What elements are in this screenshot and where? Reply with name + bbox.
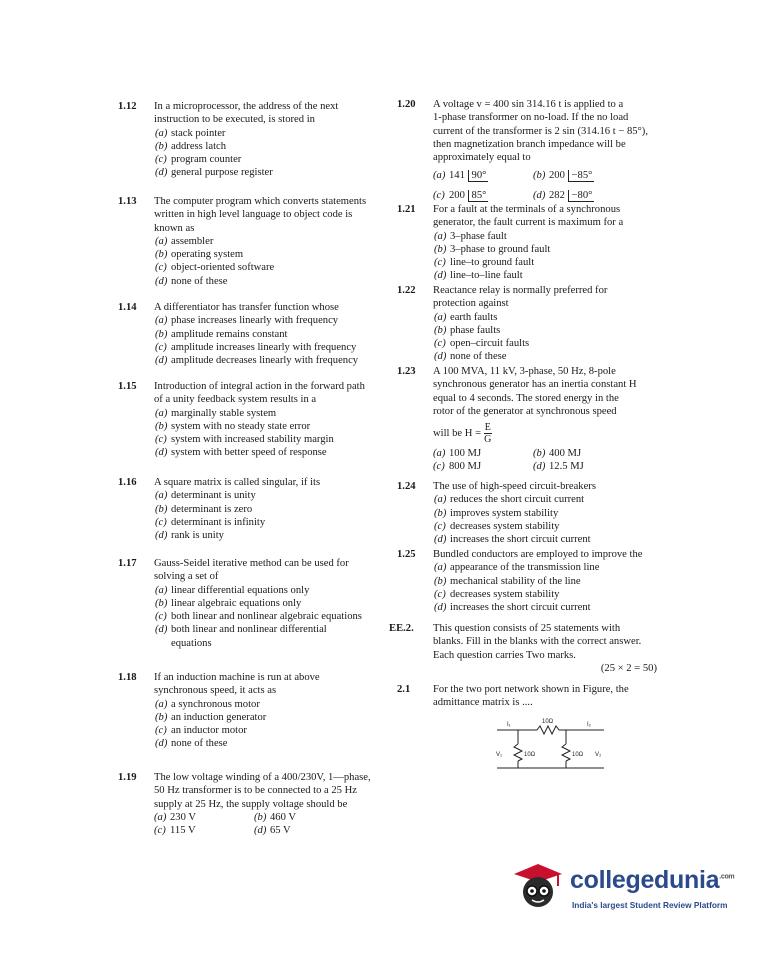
- option-row: [154, 824, 380, 837]
- option-item: (b) operating system: [155, 249, 244, 261]
- question-number: 1.19: [118, 772, 137, 783]
- option-a: (a) 100 MJ: [433, 448, 482, 460]
- voltage-v2-label: V₂: [595, 752, 602, 758]
- question-1-18: [118, 671, 380, 751]
- option-row: [433, 189, 659, 202]
- question-1-23: [397, 365, 659, 474]
- question-1-19: [118, 771, 380, 837]
- question-stem: Reactance relay is normally preferred for protection against: [433, 285, 608, 310]
- two-port-network-diagram: [492, 716, 632, 776]
- fraction: $\frac{E}{G}$: [484, 422, 492, 446]
- current-i1-label: I₁: [507, 722, 511, 728]
- section-number: EE.2.: [389, 623, 414, 634]
- angle-symbol: 85°: [468, 190, 489, 202]
- option-row: [433, 447, 659, 460]
- option-item: (a) determinant is unity: [155, 490, 256, 502]
- option-item: (a) 230 V: [154, 811, 196, 823]
- question-number: 1.17: [118, 558, 137, 569]
- option-item: (a) appearance of the transmission line: [434, 562, 600, 574]
- option-item: (c) decreases system stability: [434, 520, 560, 532]
- option-item: (c) line–to ground fault: [434, 257, 535, 269]
- option-b: (b) 400 MJ: [533, 448, 582, 460]
- angle-symbol: 90°: [468, 170, 489, 182]
- option-row: [433, 460, 659, 473]
- mascot-icon: [512, 860, 564, 912]
- option-item: (b) phase faults: [434, 324, 501, 336]
- question-1-20: [397, 98, 659, 202]
- option-item: (a) stack pointer: [155, 127, 226, 139]
- question-1-24: [397, 480, 659, 546]
- option-item: (a) 3–phase fault: [434, 230, 507, 242]
- option-item: (b) system with no steady state error: [155, 420, 311, 432]
- collegedunia-logo: [512, 860, 742, 920]
- question-stem: A differentiator has transfer function whose: [154, 302, 339, 313]
- option-item: (d) system with better speed of response: [155, 447, 327, 459]
- question-number: 1.15: [118, 381, 137, 392]
- current-i2-label: I₂: [587, 722, 591, 728]
- option-item: (d) increases the short circuit current: [434, 534, 591, 546]
- question-number: 1.23: [397, 366, 416, 377]
- question-number: 1.22: [397, 285, 416, 296]
- question-stem: A voltage v = 400 sin 314.16 t is applied to a 1-phase transformer on no-load. If the no load current of the transformer is 2 sin (314.16 t − 85°), then magnetization branch impedance will be approximately equal to: [433, 99, 648, 164]
- question-number: 1.21: [397, 204, 416, 215]
- brand-tagline: India's largest Student Review Platform: [572, 900, 728, 910]
- marks-label: (25 × 2 = 50): [600, 662, 657, 674]
- series-resistor-label: 10Ω: [542, 719, 554, 725]
- option-d: (d) 12.5 MJ: [533, 461, 584, 473]
- brand-name: collegedunia$^{.com}$: [570, 866, 735, 894]
- option-c: (c) 800 MJ: [433, 461, 482, 473]
- option-item: (c) amplitude increases linearly with frequency: [155, 341, 357, 353]
- option-item: (d) none of these: [155, 738, 228, 750]
- question-1-22: [397, 284, 659, 364]
- option-item: (d) 65 V: [254, 825, 291, 837]
- section-ee2: [389, 622, 659, 675]
- question-2-1: [397, 683, 659, 710]
- question-stem: The use of high-speed circuit-breakers: [433, 481, 596, 492]
- option-b: (b) 200 −85°: [533, 170, 593, 182]
- option-row: [154, 811, 380, 824]
- option-item: (b) amplitude remains constant: [155, 328, 288, 340]
- option-item: (b) determinant is zero: [155, 503, 253, 515]
- question-1-14: [118, 301, 380, 367]
- right-shunt-resistor: [562, 744, 570, 761]
- option-item: (d) general purpose register: [155, 167, 273, 179]
- right-resistor-label: 10Ω: [572, 752, 584, 758]
- question-number: 1.14: [118, 302, 137, 313]
- option-item: (d) none of these: [155, 275, 228, 287]
- question-stem: A 100 MVA, 11 kV, 3-phase, 50 Hz, 8-pole synchronous generator has an inertia constant H equal to 4 seconds. The stored energy in the rotor of the generator at synchronous speed will be H = $\frac{E}{G}$: [433, 365, 659, 445]
- voltage-v1-label: V₁: [496, 752, 503, 758]
- option-c: (c) 200 85°: [433, 189, 487, 201]
- question-1-25: [397, 548, 659, 614]
- option-item: (d) both linear and nonlinear differential: [155, 624, 327, 636]
- option-item: (d) amplitude decreases linearly with frequency: [155, 355, 359, 367]
- option-item: (a) linear differential equations only: [155, 584, 310, 596]
- option-item: (d) line–to–line fault: [434, 270, 523, 282]
- option-item: (a) phase increases linearly with frequency: [155, 315, 339, 327]
- angle-symbol: −80°: [568, 190, 595, 202]
- question-stem: The low voltage winding of a 400/230V, 1—phase, 50 Hz transformer is to be connected to a 25 Hz supply at 25 Hz, the supply voltage should be: [154, 772, 371, 810]
- question-stem: For the two port network shown in Figure, the admittance matrix is ....: [433, 684, 629, 709]
- option-item: (c) object-oriented software: [155, 262, 275, 274]
- option-item: (a) a synchronous motor: [155, 698, 260, 710]
- option-item: (b) improves system stability: [434, 507, 559, 519]
- option-item: (c) system with increased stability margin: [155, 434, 334, 446]
- question-stem: For a fault at the terminals of a synchronous generator, the fault current is maximum for a: [433, 204, 624, 229]
- question-1-21: [397, 203, 659, 283]
- left-resistor-label: 10Ω: [524, 752, 536, 758]
- option-item: (c) determinant is infinity: [155, 516, 266, 528]
- angle-symbol: −85°: [568, 170, 595, 182]
- option-d: (d) 282 −80°: [533, 189, 593, 201]
- option-item: (c) program counter: [155, 154, 242, 166]
- formula-line: will be H = $\frac{E}{G}$: [433, 422, 492, 446]
- question-1-13: [118, 195, 380, 288]
- series-resistor: [537, 726, 559, 734]
- question-stem: A square matrix is called singular, if its: [154, 477, 321, 488]
- left-shunt-resistor: [514, 744, 522, 761]
- question-number: 1.24: [397, 481, 416, 492]
- option-item: (a) marginally stable system: [155, 407, 277, 419]
- option-item: (c) an inductor motor: [155, 725, 247, 737]
- option-item: (d) rank is unity: [155, 530, 224, 542]
- option-item: (d) increases the short circuit current: [434, 602, 591, 614]
- option-item: equations: [171, 637, 212, 649]
- option-item: (b) linear algebraic equations only: [155, 597, 302, 609]
- question-stem: The computer program which converts statements written in high level language to object code is known as: [154, 196, 367, 234]
- option-row: [433, 169, 659, 182]
- question-number: 2.1: [397, 684, 411, 695]
- question-number: 1.20: [397, 99, 416, 110]
- question-stem: In a microprocessor, the address of the next instruction to be executed, is stored in: [154, 101, 339, 126]
- option-item: (b) address latch: [155, 140, 227, 152]
- question-1-16: [118, 476, 380, 542]
- question-number: 1.18: [118, 672, 137, 683]
- option-item: (c) decreases system stability: [434, 588, 560, 600]
- question-stem: Introduction of integral action in the forward path of a unity feedback system results in a: [154, 381, 365, 406]
- question-number: 1.12: [118, 101, 137, 112]
- question-number: 1.16: [118, 477, 137, 488]
- option-item: (d) none of these: [434, 351, 507, 363]
- question-number: 1.25: [397, 549, 416, 560]
- option-item: (b) 3–phase to ground fault: [434, 243, 551, 255]
- section-instructions: This question consists of 25 statements with blanks. Fill in the blanks with the correct answer. Each question carries Two marks. (25 × 2 = 50): [433, 623, 657, 674]
- option-a: (a) 141 90°: [433, 170, 487, 182]
- question-number: 1.13: [118, 196, 137, 207]
- question-1-12: [118, 100, 380, 180]
- option-item: (b) 460 V: [254, 811, 296, 823]
- option-item: (a) earth faults: [434, 311, 498, 323]
- question-1-15: [118, 380, 380, 460]
- question-stem: Gauss-Seidel iterative method can be used for solving a set of: [154, 558, 349, 583]
- question-1-17: [118, 557, 380, 650]
- question-stem: Bundled conductors are employed to improve the: [433, 549, 643, 560]
- option-item: (c) open–circuit faults: [434, 338, 530, 350]
- option-item: (c) 115 V: [154, 825, 196, 837]
- option-item: (a) assembler: [155, 235, 214, 247]
- question-stem: If an induction machine is run at above synchronous speed, it acts as: [154, 672, 320, 697]
- option-item: (b) an induction generator: [155, 711, 267, 723]
- option-item: (b) mechanical stability of the line: [434, 575, 581, 587]
- option-item: (a) reduces the short circuit current: [434, 494, 585, 506]
- option-item: (c) both linear and nonlinear algebraic equations: [155, 611, 362, 623]
